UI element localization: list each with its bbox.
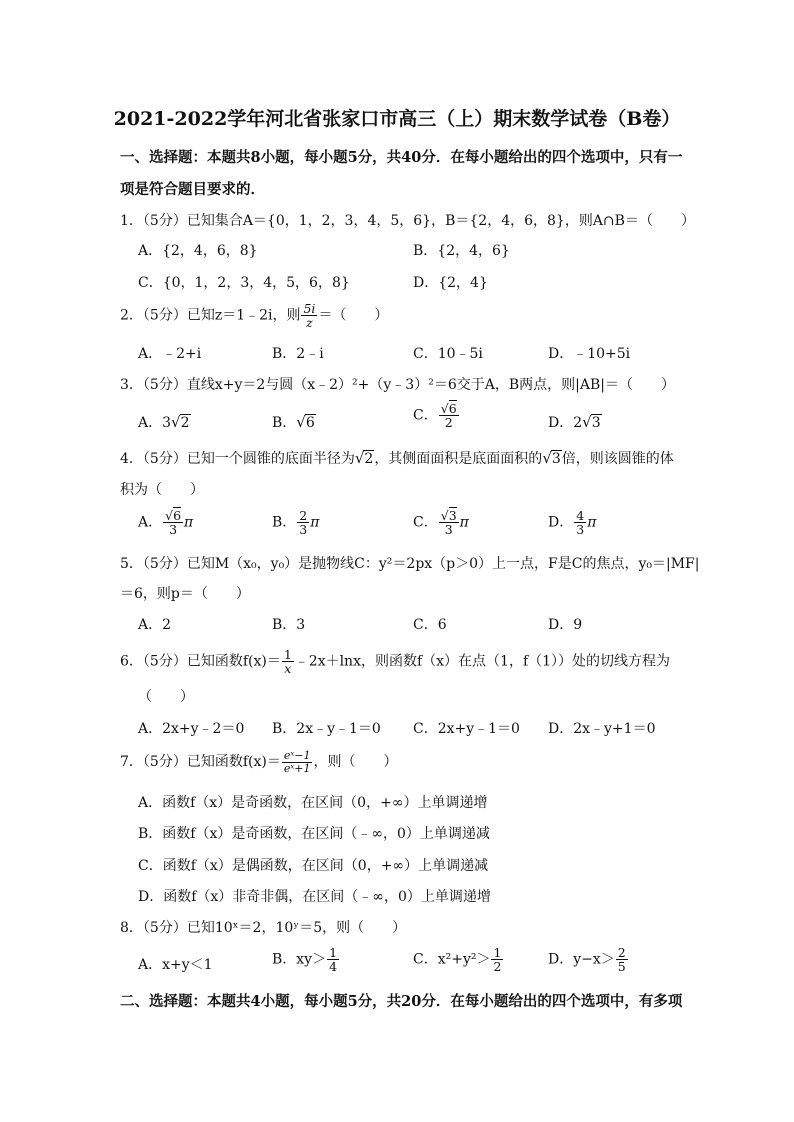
q4-b-label: B． — [272, 514, 297, 531]
q4-d-pi: π — [587, 514, 597, 531]
q7-option-d: D．函数f（x）非奇非偶，在区间（﹣∞，0）上单调递增 — [138, 889, 491, 905]
q5-option-c: C．6 — [413, 617, 447, 633]
q3-b-sqrt: √6 — [296, 413, 315, 431]
q8-option-a: A．x+y＜1 — [138, 957, 213, 973]
q1-option-a: A．{2，4，6，8} — [138, 243, 258, 259]
q5-stem: 5．（5分）已知M（x₀，y₀）是抛物线C：y²＝2px（p＞0）上一点，F是C的焦点，y₀＝|MF| — [120, 556, 700, 572]
q3-c-label: C． — [413, 407, 438, 424]
q4-b-fraction — [297, 509, 309, 536]
q4-stem — [120, 448, 674, 468]
q2-fraction — [301, 302, 317, 329]
q7-frac-den: eˣ+1 — [283, 761, 311, 775]
q2-option-d: D．﹣10+5i — [548, 346, 631, 362]
q1-option-c: C．{0，1，2，3，4，5，6，8} — [138, 275, 350, 291]
q6-frac-num: 1 — [283, 647, 292, 662]
q3-stem: 3．（5分）直线x+y＝2与圆（x﹣2）²+（y﹣3）²＝6交于A，B两点，则|AB|＝（ ） — [120, 377, 675, 393]
q3-a-radicand: 2 — [180, 415, 190, 431]
q7-fraction — [282, 750, 313, 774]
q6-option-a: A．2x+y﹣2＝0 — [138, 721, 245, 737]
q4-stem-cont: 积为（ ） — [120, 482, 204, 498]
q1-option-b: B．{2，4，6} — [413, 243, 510, 259]
q2-stem-post: ＝（ ） — [318, 307, 389, 324]
q2-option-a: A．﹣2+i — [138, 346, 202, 362]
section1-heading: 一、选择题：本题共8小题，每小题5分，共40分．在每小题给出的四个选项中，只有一 — [120, 149, 683, 166]
q6-stem-cont: （ ） — [138, 689, 194, 705]
q4-c-fraction — [439, 509, 459, 536]
q5-option-b: B．3 — [272, 617, 306, 633]
q8-option-b — [272, 946, 340, 973]
q3-option-d — [548, 412, 602, 432]
q8-d-den: 5 — [617, 959, 626, 975]
q4-c-num: √3 — [440, 508, 457, 523]
q7-option-c: C．函数f（x）是偶函数，在区间（0，+∞）上单调递减 — [138, 858, 489, 874]
q4-c-den: 3 — [444, 522, 453, 538]
q4-b-den: 3 — [299, 522, 308, 538]
q8-c-label: C．x²+y²＞ — [413, 951, 491, 968]
q4-d-fraction — [574, 509, 586, 536]
q8-option-d — [548, 946, 629, 973]
q6-stem-post: ﹣2x＋lnx，则函数f（x）在点（1，f（1））处的切线方程为 — [294, 653, 671, 670]
q3-a-label: A．3 — [138, 415, 172, 431]
q4-a-den: 3 — [169, 522, 178, 538]
q3-option-c — [413, 402, 460, 429]
q1-stem: 1．（5分）已知集合A＝{0，1，2，3，4，5，6}，B＝{2，4，6，8}，则A∩B＝（ ） — [120, 213, 695, 229]
q6-option-b: B．2x﹣y﹣1＝0 — [272, 721, 381, 737]
q4-a-pi: π — [184, 514, 194, 531]
q2-stem-pre: 2．（5分）已知z＝1﹣2i，则 — [120, 307, 301, 324]
q1-option-d: D．{2，4} — [413, 275, 488, 291]
q8-b-den: 4 — [329, 959, 338, 975]
q5-stem-cont: ＝6，则p＝（ ） — [120, 586, 250, 602]
q2-frac-num: 5i — [303, 301, 316, 316]
q7-stem — [120, 750, 397, 774]
q4-c-radicand: 3 — [448, 508, 457, 523]
q5-option-a: A．2 — [138, 617, 172, 633]
q4-option-d — [548, 509, 596, 536]
q4-d-den: 3 — [576, 522, 585, 538]
q4-radicand-2: 3 — [551, 451, 561, 467]
q5-option-d: D．9 — [548, 617, 583, 633]
q7-frac-num: eˣ−1 — [283, 749, 311, 762]
q4-a-fraction — [163, 509, 183, 536]
q4-option-a — [138, 509, 193, 536]
q4-sqrt-2: √3 — [542, 449, 561, 467]
q8-d-fraction — [616, 946, 628, 973]
q4-option-b — [272, 509, 319, 536]
q8-c-fraction — [491, 946, 503, 973]
q7-stem-post: ，则（ ） — [313, 754, 398, 771]
q8-option-c — [413, 946, 504, 973]
q7-option-b: B．函数f（x）是奇函数，在区间（﹣∞，0）上单调递减 — [138, 826, 490, 842]
q3-option-b — [272, 412, 316, 432]
q3-option-a — [138, 412, 191, 432]
q8-stem: 8．（5分）已知10ˣ＝2，10ʸ＝5，则（ ） — [120, 920, 407, 936]
q2-frac-den: z — [306, 315, 313, 331]
q3-c-den: 2 — [444, 415, 453, 431]
section2-heading: 二、选择题：本题共4小题，每小题5分，共20分．在每小题给出的四个选项中，有多项 — [120, 993, 683, 1010]
q4-radicand-1: 2 — [364, 451, 374, 467]
q4-a-label: A． — [138, 514, 163, 531]
q4-option-c — [413, 509, 469, 536]
q4-d-num: 4 — [576, 508, 585, 523]
q3-d-label: D．2 — [548, 415, 583, 431]
q6-stem-pre: 6．（5分）已知函数f(x)＝ — [120, 653, 281, 670]
q4-b-pi: π — [310, 514, 320, 531]
q4-c-pi: π — [459, 514, 469, 531]
q4-stem-mid: ，其侧面面积是底面面积的 — [374, 451, 543, 467]
q8-d-num: 2 — [617, 945, 626, 960]
q7-option-a: A．函数f（x）是奇函数，在区间（0，+∞）上单调递增 — [138, 795, 488, 811]
q3-d-sqrt: √3 — [582, 413, 601, 431]
q6-frac-den: x — [284, 661, 292, 677]
q4-c-label: C． — [413, 514, 438, 531]
q4-stem-pre: 4．（5分）已知一个圆锥的底面半径为 — [120, 451, 355, 467]
q3-c-fraction — [439, 402, 459, 429]
q4-d-label: D． — [548, 514, 574, 531]
q8-c-num: 1 — [493, 945, 502, 960]
q3-c-num: √6 — [440, 401, 457, 416]
page-title: 2021-2022学年河北省张家口市高三（上）期末数学试卷（B卷） — [113, 108, 681, 130]
section1-heading-cont: 项是符合题目要求的． — [120, 181, 265, 198]
q6-stem — [120, 648, 670, 675]
q6-option-c: C．2x+y﹣1＝0 — [413, 721, 520, 737]
q6-fraction — [282, 648, 294, 675]
q2-option-b: B．2﹣i — [272, 346, 324, 362]
q6-option-d: D．2x﹣y+1＝0 — [548, 721, 656, 737]
q3-c-radicand: 6 — [448, 401, 457, 416]
q4-a-num: √6 — [165, 508, 182, 523]
q3-b-radicand: 6 — [305, 415, 315, 431]
q8-d-label: D．y−x＞ — [548, 951, 615, 968]
q8-c-den: 2 — [493, 959, 502, 975]
q2-option-c: C．10﹣5i — [413, 346, 483, 362]
q8-b-num: 1 — [329, 945, 338, 960]
q4-stem-post: 倍，则该圆锥的体 — [561, 451, 674, 467]
q4-a-radicand: 6 — [173, 508, 182, 523]
q4-b-num: 2 — [299, 508, 308, 523]
q7-stem-pre: 7．（5分）已知函数f(x)＝ — [120, 754, 281, 771]
q3-d-radicand: 3 — [591, 415, 601, 431]
q2-stem — [120, 302, 388, 329]
q8-b-fraction — [327, 946, 339, 973]
q8-b-label: B．xy＞ — [272, 951, 327, 968]
q3-a-sqrt: √2 — [171, 413, 190, 431]
q3-b-label: B． — [272, 415, 297, 431]
q4-sqrt-1: √2 — [354, 449, 374, 467]
